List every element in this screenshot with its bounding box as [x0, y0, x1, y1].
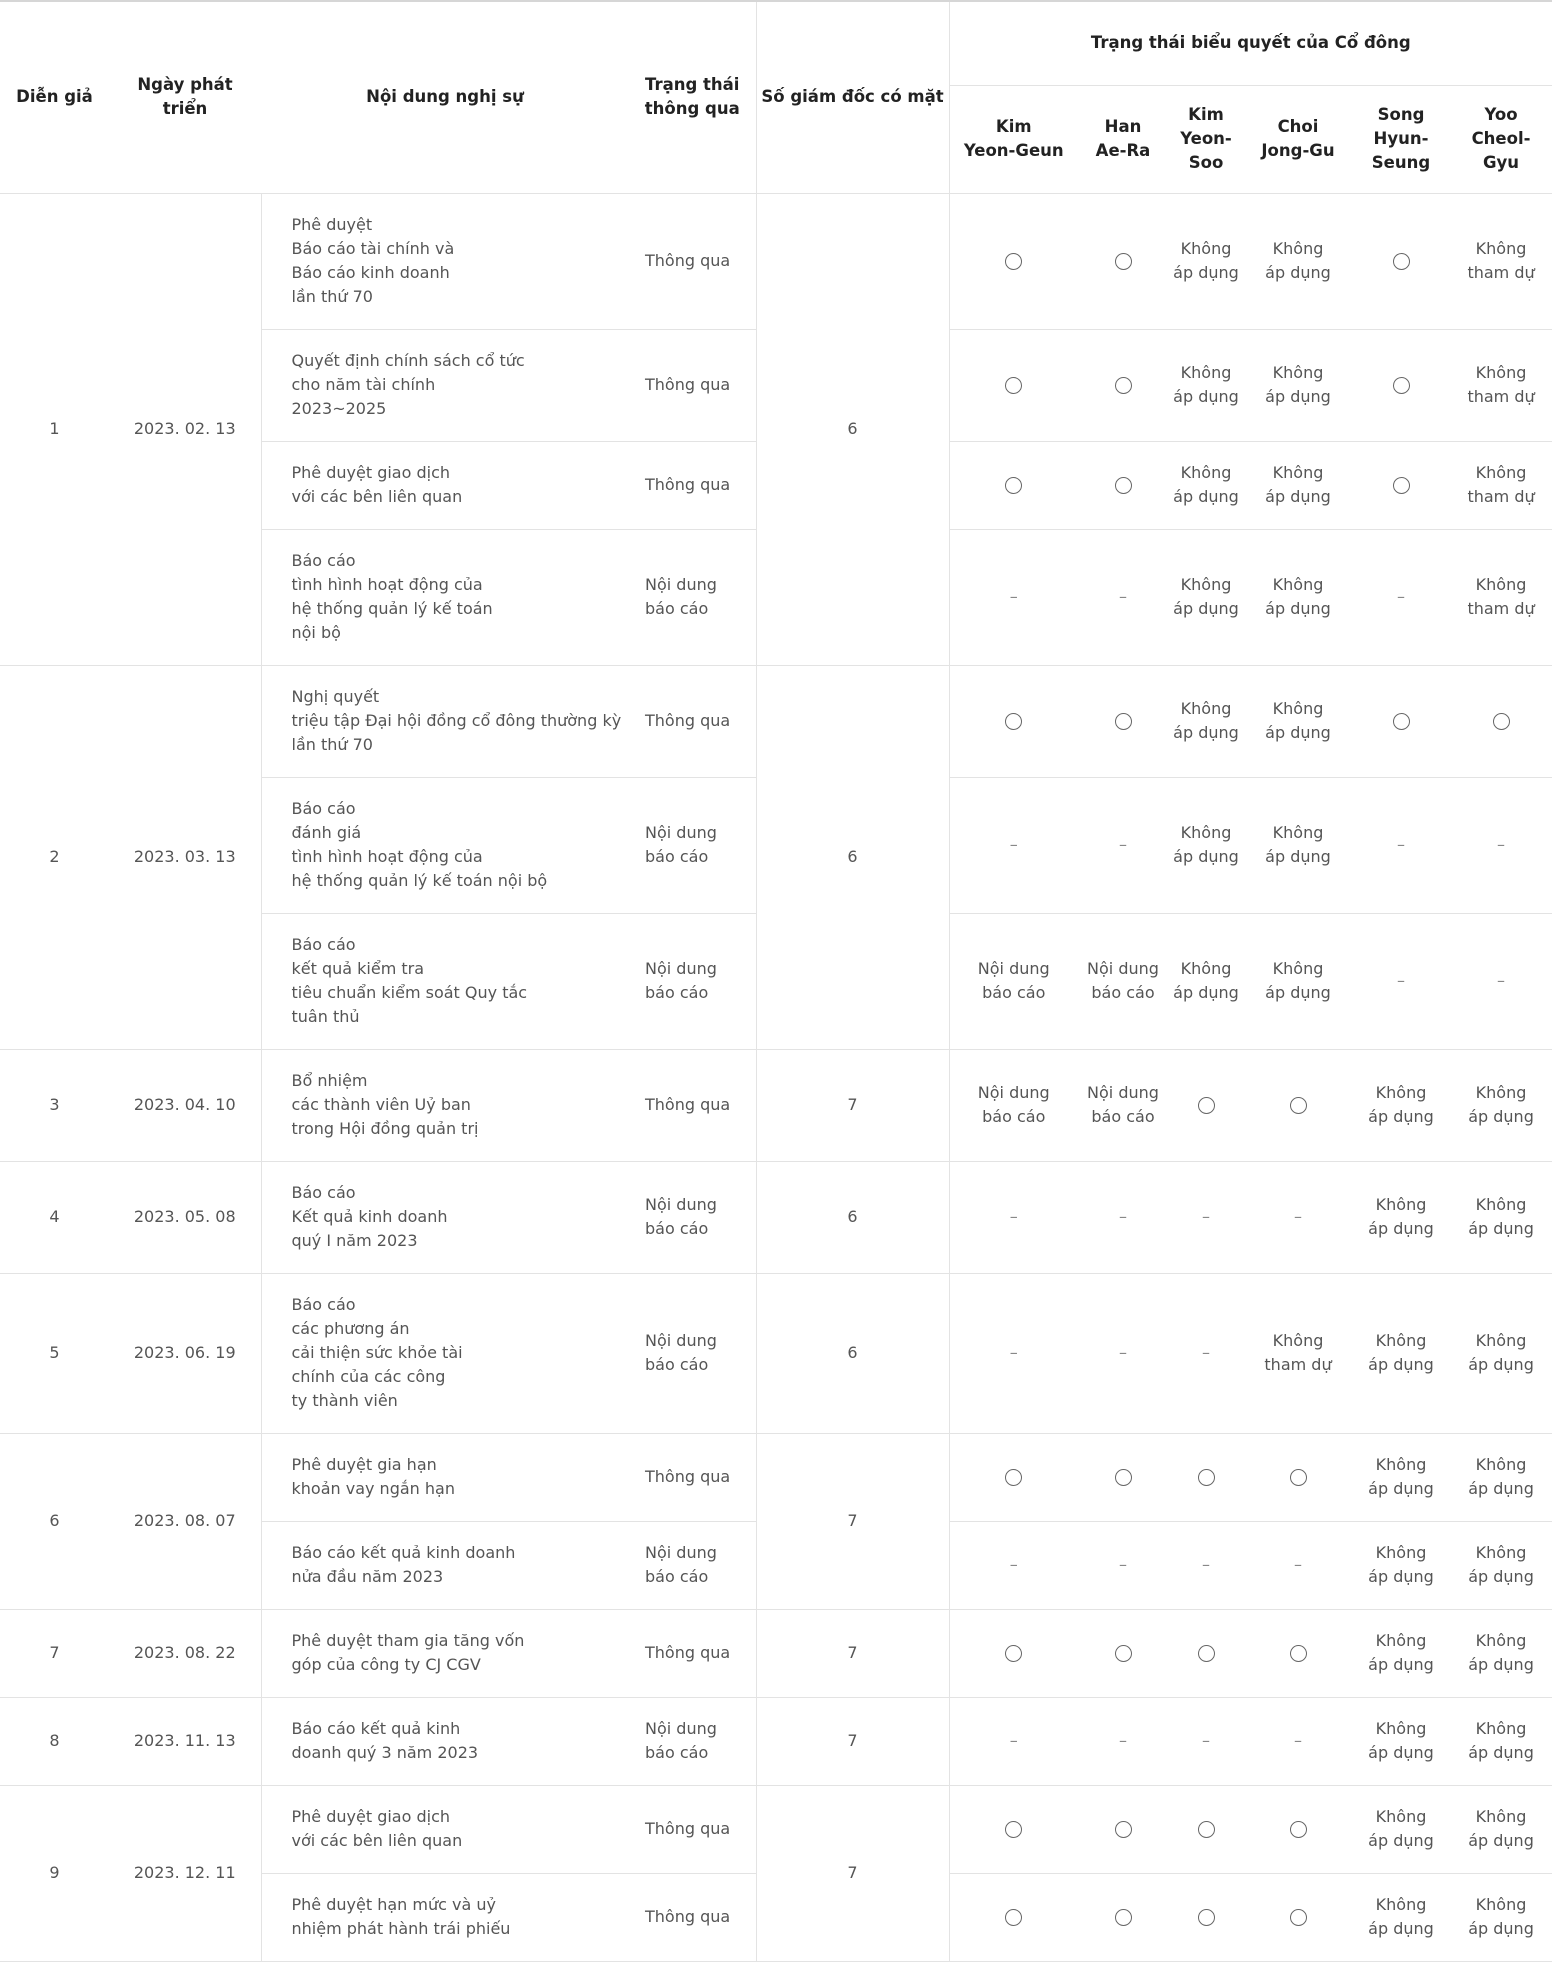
vote-cell: Không áp dụng	[1244, 913, 1352, 1049]
vote-cell: Không áp dụng	[1450, 1161, 1552, 1273]
circle-icon	[1393, 477, 1410, 494]
dash-mark: –	[1294, 1731, 1302, 1750]
agenda-text: Báo cáo kết quả kiểm tra tiêu chuẩn kiểm soát Quy tắc tuân thủ	[261, 913, 629, 1049]
vote-cell	[1078, 1873, 1168, 1961]
approval-status: Nội dung báo cáo	[629, 1273, 756, 1433]
speaker-number: 5	[0, 1273, 109, 1433]
table-row	[0, 193, 1552, 329]
agenda-text: Phê duyệt hạn mức và uỷ nhiệm phát hành trái phiếu	[261, 1873, 629, 1961]
vote-cell	[1168, 1609, 1244, 1697]
header-voter: Kim Yeon-Soo	[1168, 85, 1244, 193]
table-row	[0, 1273, 1552, 1433]
table-row	[0, 1609, 1552, 1697]
circle-icon	[1290, 1097, 1307, 1114]
vote-cell: Không áp dụng	[1244, 529, 1352, 665]
dash-mark: –	[1009, 1731, 1018, 1750]
dash-mark: –	[1397, 587, 1405, 606]
vote-cell	[1244, 1049, 1352, 1161]
vote-cell: Không áp dụng	[1168, 441, 1244, 529]
approval-status: Thông qua	[629, 1873, 756, 1961]
meeting-date: 2023. 11. 13	[109, 1697, 261, 1785]
vote-cell	[1168, 1873, 1244, 1961]
table-body	[0, 193, 1552, 1961]
vote-cell	[1352, 777, 1450, 913]
vote-cell	[949, 441, 1078, 529]
vote-cell	[1244, 1873, 1352, 1961]
vote-cell	[1078, 441, 1168, 529]
meeting-date: 2023. 04. 10	[109, 1049, 261, 1161]
vote-cell	[1078, 665, 1168, 777]
dash-mark: –	[1202, 1555, 1210, 1574]
vote-cell: Không áp dụng	[1168, 777, 1244, 913]
vote-cell	[1168, 1785, 1244, 1873]
agenda-text: Báo cáo kết quả kinh doanh nửa đầu năm 2023	[261, 1521, 629, 1609]
approval-status: Nội dung báo cáo	[629, 913, 756, 1049]
vote-cell	[1078, 1433, 1168, 1521]
vote-cell: Nội dung báo cáo	[1078, 1049, 1168, 1161]
agenda-text: Phê duyệt tham gia tăng vốn góp của công ty CJ CGV	[261, 1609, 629, 1697]
vote-cell	[1352, 329, 1450, 441]
vote-cell: Không áp dụng	[1244, 777, 1352, 913]
vote-cell	[1352, 441, 1450, 529]
vote-cell: Nội dung báo cáo	[949, 1049, 1078, 1161]
table-row	[0, 1161, 1552, 1273]
speaker-number: 7	[0, 1609, 109, 1697]
table-row	[0, 1433, 1552, 1521]
directors-present-count: 7	[756, 1697, 949, 1785]
agenda-text: Báo cáo Kết quả kinh doanh quý I năm 2023	[261, 1161, 629, 1273]
dash-mark: –	[1009, 1555, 1018, 1574]
speaker-number: 8	[0, 1697, 109, 1785]
table-row	[0, 1785, 1552, 1873]
vote-cell	[1078, 529, 1168, 665]
circle-icon	[1115, 253, 1132, 270]
vote-cell	[949, 1697, 1078, 1785]
vote-cell	[1078, 193, 1168, 329]
agenda-text: Nghị quyết triệu tập Đại hội đồng cổ đông thường kỳ lần thứ 70	[261, 665, 629, 777]
agenda-text: Phê duyệt giao dịch với các bên liên quan	[261, 1785, 629, 1873]
vote-cell: Không áp dụng	[1352, 1521, 1450, 1609]
dash-mark: –	[1119, 587, 1127, 606]
vote-cell	[1450, 777, 1552, 913]
vote-cell	[949, 193, 1078, 329]
vote-cell	[1168, 1697, 1244, 1785]
vote-cell: Không áp dụng	[1168, 913, 1244, 1049]
meeting-date: 2023. 12. 11	[109, 1785, 261, 1961]
vote-cell	[1244, 1609, 1352, 1697]
circle-icon	[1005, 1645, 1022, 1662]
vote-cell	[949, 1873, 1078, 1961]
vote-cell	[1078, 1697, 1168, 1785]
meeting-date: 2023. 08. 22	[109, 1609, 261, 1697]
vote-cell: Không áp dụng	[1168, 665, 1244, 777]
agenda-text: Báo cáo tình hình hoạt động của hệ thống quản lý kế toán nội bộ	[261, 529, 629, 665]
approval-status: Thông qua	[629, 1609, 756, 1697]
vote-cell: Không áp dụng	[1352, 1273, 1450, 1433]
vote-cell: Không áp dụng	[1450, 1521, 1552, 1609]
header-agenda: Nội dung nghị sự	[261, 1, 629, 193]
agenda-text: Quyết định chính sách cổ tức cho năm tài chính 2023~2025	[261, 329, 629, 441]
vote-cell: Không áp dụng	[1168, 193, 1244, 329]
vote-cell	[949, 1785, 1078, 1873]
circle-icon	[1290, 1469, 1307, 1486]
agenda-text: Phê duyệt Báo cáo tài chính và Báo cáo kinh doanh lần thứ 70	[261, 193, 629, 329]
circle-icon	[1005, 377, 1022, 394]
vote-cell	[1168, 1273, 1244, 1433]
speaker-number: 1	[0, 193, 109, 665]
vote-cell	[1168, 1521, 1244, 1609]
vote-cell	[1352, 193, 1450, 329]
circle-icon	[1115, 477, 1132, 494]
table-row	[0, 665, 1552, 777]
directors-present-count: 6	[756, 193, 949, 665]
approval-status: Nội dung báo cáo	[629, 529, 756, 665]
approval-status: Nội dung báo cáo	[629, 1521, 756, 1609]
circle-icon	[1198, 1645, 1215, 1662]
circle-icon	[1115, 1469, 1132, 1486]
dash-mark: –	[1119, 835, 1127, 854]
directors-present-count: 7	[756, 1785, 949, 1961]
directors-present-count: 6	[756, 1273, 949, 1433]
vote-cell: Nội dung báo cáo	[949, 913, 1078, 1049]
vote-cell	[949, 1273, 1078, 1433]
directors-present-count: 6	[756, 665, 949, 1049]
vote-cell: Không áp dụng	[1168, 329, 1244, 441]
vote-cell	[1168, 1049, 1244, 1161]
dash-mark: –	[1119, 1207, 1127, 1226]
agenda-text: Phê duyệt giao dịch với các bên liên quan	[261, 441, 629, 529]
meeting-date: 2023. 08. 07	[109, 1433, 261, 1609]
vote-cell	[1244, 1785, 1352, 1873]
vote-cell	[949, 329, 1078, 441]
agenda-text: Báo cáo kết quả kinh doanh quý 3 năm 2023	[261, 1697, 629, 1785]
approval-status: Nội dung báo cáo	[629, 1161, 756, 1273]
vote-cell	[1352, 913, 1450, 1049]
vote-cell	[1078, 777, 1168, 913]
vote-cell: Không áp dụng	[1168, 529, 1244, 665]
circle-icon	[1005, 1909, 1022, 1926]
vote-cell: Không áp dụng	[1450, 1873, 1552, 1961]
circle-icon	[1115, 1645, 1132, 1662]
vote-cell	[1244, 1697, 1352, 1785]
approval-status: Thông qua	[629, 1433, 756, 1521]
speaker-number: 3	[0, 1049, 109, 1161]
meeting-date: 2023. 06. 19	[109, 1273, 261, 1433]
vote-cell: Không tham dự	[1244, 1273, 1352, 1433]
approval-status: Nội dung báo cáo	[629, 777, 756, 913]
vote-cell: Không tham dự	[1450, 329, 1552, 441]
circle-icon	[1198, 1821, 1215, 1838]
meeting-date: 2023. 02. 13	[109, 193, 261, 665]
vote-cell: Không áp dụng	[1244, 193, 1352, 329]
agenda-text: Bổ nhiệm các thành viên Uỷ ban trong Hội đồng quản trị	[261, 1049, 629, 1161]
vote-cell	[1078, 1785, 1168, 1873]
dash-mark: –	[1397, 835, 1405, 854]
directors-present-count: 7	[756, 1433, 949, 1609]
vote-cell	[1168, 1433, 1244, 1521]
approval-status: Thông qua	[629, 329, 756, 441]
dash-mark: –	[1497, 971, 1506, 990]
vote-cell	[949, 1161, 1078, 1273]
vote-cell	[949, 665, 1078, 777]
circle-icon	[1115, 377, 1132, 394]
circle-icon	[1198, 1097, 1215, 1114]
dash-mark: –	[1009, 587, 1018, 606]
header-voter: Han Ae-Ra	[1078, 85, 1168, 193]
header-date: Ngày phát triển	[109, 1, 261, 193]
table-row	[0, 1049, 1552, 1161]
speaker-number: 6	[0, 1433, 109, 1609]
vote-cell: Không áp dụng	[1352, 1049, 1450, 1161]
dash-mark: –	[1119, 1731, 1127, 1750]
agenda-text: Báo cáo các phương án cải thiện sức khỏe tài chính của các công ty thành viên	[261, 1273, 629, 1433]
dash-mark: –	[1119, 1555, 1127, 1574]
vote-cell	[1078, 1609, 1168, 1697]
vote-cell: Không áp dụng	[1450, 1273, 1552, 1433]
vote-cell	[1078, 1521, 1168, 1609]
circle-icon	[1005, 713, 1022, 730]
agenda-text: Phê duyệt gia hạn khoản vay ngắn hạn	[261, 1433, 629, 1521]
speaker-number: 9	[0, 1785, 109, 1961]
vote-cell: Không áp dụng	[1352, 1873, 1450, 1961]
vote-cell: Không tham dự	[1450, 441, 1552, 529]
circle-icon	[1290, 1909, 1307, 1926]
header-voter: Kim Yeon-Geun	[949, 85, 1078, 193]
vote-cell	[1244, 1433, 1352, 1521]
circle-icon	[1290, 1821, 1307, 1838]
header-vote-group: Trạng thái biểu quyết của Cổ đông	[949, 1, 1552, 85]
circle-icon	[1290, 1645, 1307, 1662]
vote-cell: Không tham dự	[1450, 193, 1552, 329]
approval-status: Thông qua	[629, 1785, 756, 1873]
header-voter: Yoo Cheol-Gyu	[1450, 85, 1552, 193]
dash-mark: –	[1294, 1555, 1302, 1574]
directors-present-count: 7	[756, 1049, 949, 1161]
approval-status: Thông qua	[629, 1049, 756, 1161]
vote-cell: Không áp dụng	[1450, 1433, 1552, 1521]
dash-mark: –	[1202, 1207, 1210, 1226]
header-voter: Choi Jong-Gu	[1244, 85, 1352, 193]
circle-icon	[1493, 713, 1510, 730]
circle-icon	[1005, 477, 1022, 494]
vote-cell: Không tham dự	[1450, 529, 1552, 665]
speaker-number: 2	[0, 665, 109, 1049]
vote-cell	[1078, 1161, 1168, 1273]
vote-cell: Không áp dụng	[1244, 329, 1352, 441]
vote-cell: Nội dung báo cáo	[1078, 913, 1168, 1049]
vote-cell	[1352, 529, 1450, 665]
header-directors-present: Số giám đốc có mặt	[756, 1, 949, 193]
vote-cell	[1168, 1161, 1244, 1273]
circle-icon	[1198, 1909, 1215, 1926]
vote-cell: Không áp dụng	[1450, 1049, 1552, 1161]
speaker-number: 4	[0, 1161, 109, 1273]
vote-cell	[949, 529, 1078, 665]
vote-cell: Không áp dụng	[1244, 441, 1352, 529]
circle-icon	[1393, 713, 1410, 730]
vote-cell	[1244, 1521, 1352, 1609]
table-row	[0, 1697, 1552, 1785]
vote-cell	[1078, 1273, 1168, 1433]
directors-present-count: 6	[756, 1161, 949, 1273]
vote-cell: Không áp dụng	[1244, 665, 1352, 777]
vote-cell: Không áp dụng	[1450, 1697, 1552, 1785]
vote-cell: Không áp dụng	[1450, 1609, 1552, 1697]
circle-icon	[1393, 377, 1410, 394]
dash-mark: –	[1009, 1207, 1018, 1226]
dash-mark: –	[1397, 971, 1405, 990]
approval-status: Thông qua	[629, 665, 756, 777]
vote-cell	[1244, 1161, 1352, 1273]
approval-status: Thông qua	[629, 441, 756, 529]
vote-cell	[949, 1433, 1078, 1521]
circle-icon	[1115, 1909, 1132, 1926]
meeting-date: 2023. 05. 08	[109, 1161, 261, 1273]
header-voter: Song Hyun-Seung	[1352, 85, 1450, 193]
meeting-date: 2023. 03. 13	[109, 665, 261, 1049]
directors-present-count: 7	[756, 1609, 949, 1697]
vote-cell: Không áp dụng	[1352, 1785, 1450, 1873]
dash-mark: –	[1202, 1343, 1210, 1362]
circle-icon	[1115, 1821, 1132, 1838]
circle-icon	[1005, 253, 1022, 270]
vote-cell: Không áp dụng	[1352, 1161, 1450, 1273]
agenda-text: Báo cáo đánh giá tình hình hoạt động của hệ thống quản lý kế toán nội bộ	[261, 777, 629, 913]
vote-cell	[949, 777, 1078, 913]
circle-icon	[1198, 1469, 1215, 1486]
vote-cell	[949, 1521, 1078, 1609]
circle-icon	[1005, 1821, 1022, 1838]
approval-status: Nội dung báo cáo	[629, 1697, 756, 1785]
dash-mark: –	[1119, 1343, 1127, 1362]
vote-cell	[1450, 913, 1552, 1049]
vote-cell	[1450, 665, 1552, 777]
header-status: Trạng thái thông qua	[629, 1, 756, 193]
vote-cell: Không áp dụng	[1352, 1433, 1450, 1521]
dash-mark: –	[1497, 835, 1506, 854]
vote-cell: Không áp dụng	[1352, 1609, 1450, 1697]
circle-icon	[1115, 713, 1132, 730]
vote-cell: Không áp dụng	[1450, 1785, 1552, 1873]
circle-icon	[1393, 253, 1410, 270]
circle-icon	[1005, 1469, 1022, 1486]
dash-mark: –	[1294, 1207, 1302, 1226]
dash-mark: –	[1202, 1731, 1210, 1750]
vote-cell	[1352, 665, 1450, 777]
approval-status: Thông qua	[629, 193, 756, 329]
dash-mark: –	[1009, 835, 1018, 854]
header-speaker: Diễn giả	[0, 1, 109, 193]
dash-mark: –	[1009, 1343, 1018, 1362]
vote-cell: Không áp dụng	[1352, 1697, 1450, 1785]
vote-cell	[949, 1609, 1078, 1697]
vote-cell	[1078, 329, 1168, 441]
